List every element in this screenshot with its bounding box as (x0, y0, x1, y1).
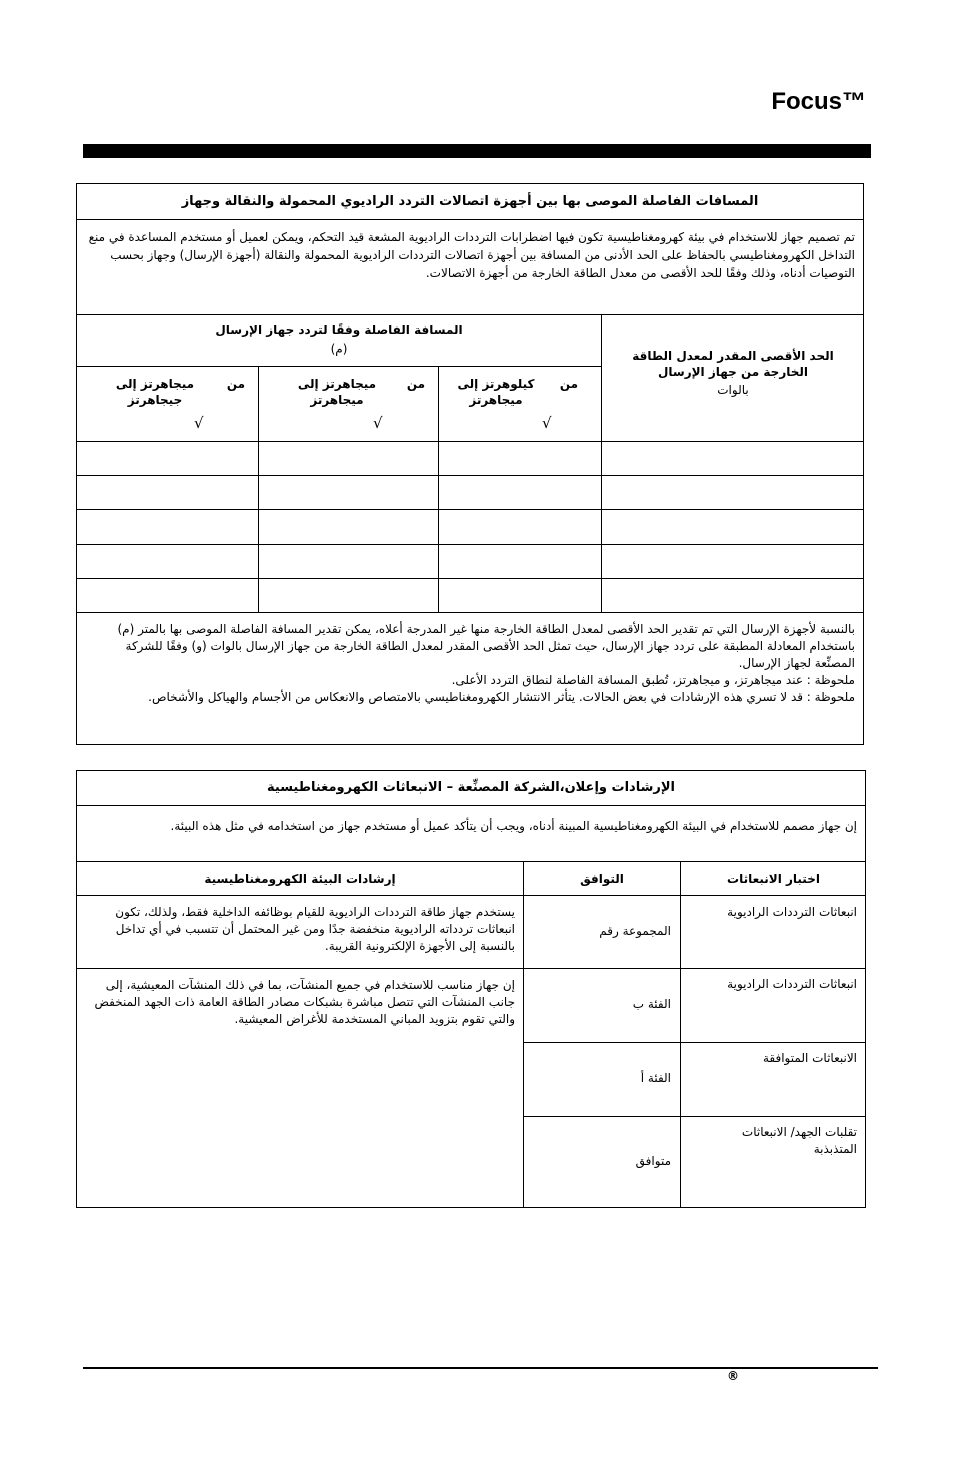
emission-test: تقلبات الجهد/ الانبعاثات المتذبذبة (741, 1125, 857, 1156)
divider (77, 475, 863, 476)
compliance-value: الفئة ب (632, 997, 671, 1011)
formula-mark: √ (194, 414, 204, 432)
table-notes (85, 621, 855, 706)
divider (680, 861, 681, 1208)
divider (77, 441, 863, 442)
divider (77, 861, 865, 862)
emission-test: انبعاثات الترددات الراديوية (727, 905, 857, 919)
divider (438, 366, 439, 612)
note-paragraph: ملحوظة : عند ميجاهرتز، و ميجاهرتز، تُطبق المسافة الفاصلة لنطاق التردد الأعلى. (451, 673, 855, 687)
note-paragraph: ملحوظة : قد لا تسري هذه الإرشادات في بعض الحالات. يتأثر الانتشار الكهرومغناطيسي بالامتصاص والانعكاس من الأجسام والهياكل والأشخاص. (148, 690, 855, 704)
header-test: اختبار الانبعاثات (727, 872, 820, 886)
freq-from-label: من (406, 377, 426, 391)
divider (523, 1116, 865, 1117)
guidance-text: إن جهاز مناسب للاستخدام في جميع المنشآت، بما في ذلك المنشآت المعيشية، إلى جانب المنشآت التي تتصل مباشرة بشبكات مصادر الطاقة العامة ذات الجهد المنخفض والتي تقوم بتزويد المباني المستخدمة للأغراض المعيشية. (94, 978, 515, 1026)
freq-range-label: كيلوهرتز إلى ميجاهرتز (457, 377, 535, 407)
divider (601, 314, 602, 612)
divider (77, 578, 863, 579)
divider (77, 509, 863, 510)
divider (77, 968, 865, 969)
guidance-text: يستخدم جهاز طاقة الترددات الراديوية للقيام بوظائفه الداخلية فقط، ولذلك، تكون انبعاثات تردداته الراديوية منخفضة جدًا ومن غير المحتمل أن تتسبب في أي تداخل بالنسبة إلى الأجهزة الإلكترونية القريبة. (115, 905, 515, 953)
emission-test: الانبعاثات المتوافقة (762, 1051, 857, 1065)
divider (523, 1042, 865, 1043)
distance-header: المسافة الفاصلة وفقًا لتردد جهاز الإرسال (215, 323, 463, 337)
table-intro: تم تصميم جهاز للاستخدام في بيئة كهرومغناطيسية تكون فيها اضطرابات الترددات الراديوية المشعة قيد التحكم، ويمكن لعميل أو مستخدم المساعدة في منع التداخل الكهرومغناطيسي بالحفاظ على الحد الأدنى من المسافة بين أجهزة اتصالات الترددات الراديوية المحمولة والنقالة (أجهزة الإرسال) وجهاز بحسب التوصيات أدناه، وذلك وفقًا للحد الأقصى من معدل الطاقة الخارجة من أجهزة الاتصالات. (88, 230, 855, 280)
power-unit: بالوات (717, 383, 749, 397)
divider (77, 314, 863, 315)
compliance-value: متوافق (635, 1154, 671, 1168)
table-intro: إن جهاز مصمم للاستخدام في البيئة الكهرومغناطيسية المبينة أدناه، ويجب أن يتأكد عميل أو مستخدم جهاز من استخدامه في مثل هذه البيئة. (170, 819, 857, 833)
power-header: الحد الأقصى المقدر لمعدل الطاقة الخارجة من جهاز الإرسال (632, 349, 834, 379)
header-guidance: إرشادات البيئة الكهرومغناطيسية (204, 872, 396, 886)
freq-range-label: ميجاهرتز إلى جيجاهرتز (115, 377, 195, 407)
freq-range-label: ميجاهرتز إلى ميجاهرتز (297, 377, 377, 407)
distance-unit: (م) (330, 342, 348, 356)
freq-from-label: من (226, 377, 246, 391)
formula-mark: √ (373, 414, 383, 432)
footer-rule (83, 1367, 878, 1369)
note-paragraph: بالنسبة لأجهزة الإرسال التي تم تقدير الحد الأقصى لمعدل الطاقة الخارجة منها غير المدرجة أعلاه، يمكن تقدير المسافة الفاصلة الموصى بها بالمتر (م) باستخدام المعادلة المطبقة على تردد جهاز الإرسال، حيث تمثل الحد الأقصى المقدر لمعدل الطاقة الخارجة من جهاز الإرسال بالوات (و) وفقًا للشركة المصنِّعة لجهاز الإرسال. (117, 622, 855, 670)
divider (258, 366, 259, 612)
freq-from-label: من (559, 377, 579, 391)
formula-mark: √ (542, 414, 552, 432)
header-bar (83, 144, 871, 158)
header-compliance: التوافق (580, 872, 624, 886)
divider (77, 544, 863, 545)
separation-distance-table (76, 183, 864, 745)
table-title: الإرشادات وإعلان،الشركة المصنِّعة – الانبعاثات الكهرومغناطيسية (77, 771, 865, 806)
emission-test: انبعاثات الترددات الراديوية (727, 977, 857, 991)
emissions-table (76, 770, 866, 1208)
registered-mark: ® (727, 1369, 739, 1383)
table-title: المسافات الفاصلة الموصى بها بين أجهزة اتصالات التردد الراديوي المحمولة والنقالة وجهاز (77, 184, 863, 220)
compliance-value: الفئة أ (640, 1071, 671, 1085)
divider (77, 366, 601, 367)
divider (77, 895, 865, 896)
brand-title: Focus™ (771, 88, 866, 115)
divider (523, 861, 524, 1208)
compliance-value: المجموعة رقم (599, 924, 671, 938)
divider (77, 612, 863, 613)
